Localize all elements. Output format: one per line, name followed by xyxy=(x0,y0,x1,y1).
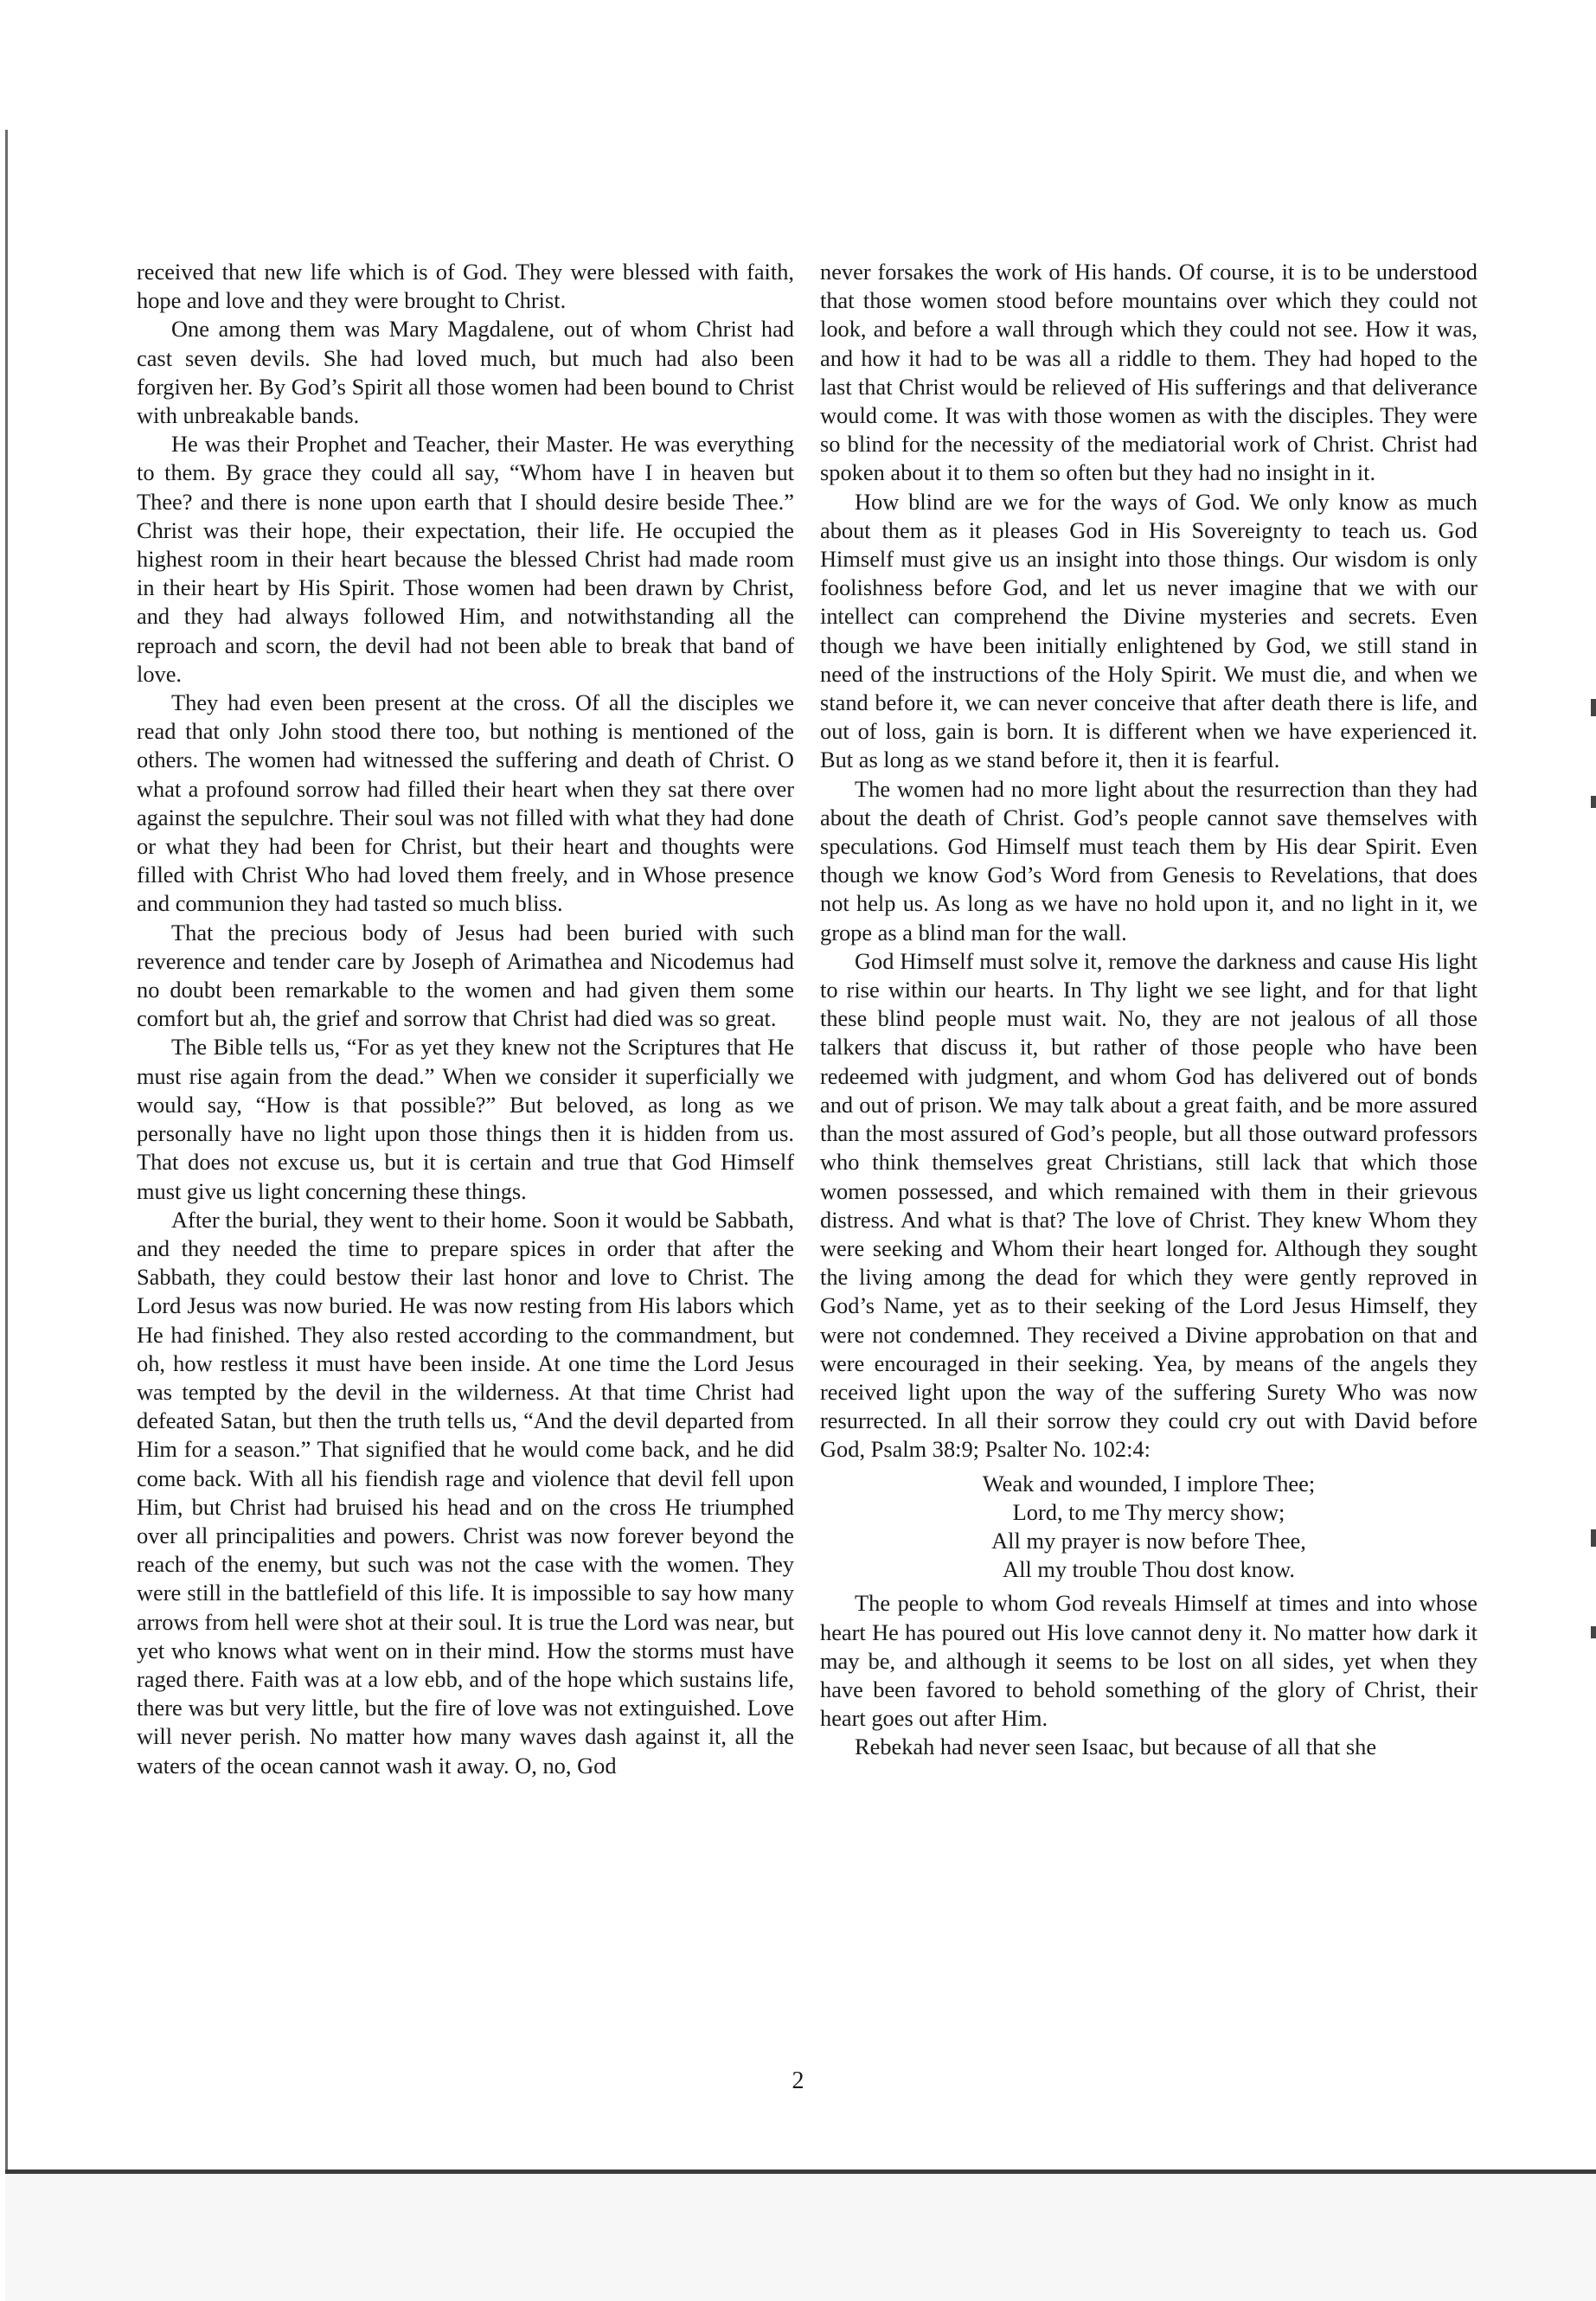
paragraph: After the burial, they went to their home. Soon it would be Sabbath, and they needed the time to prepare spices in order that after the Sabbath, they could bestow their last honor and love to Christ. The Lord Jesus was now buried. He was now resting from His labors which He had finished. They also rested according to the commandment, but oh, how restless it must have been inside. At one time the Lord Jesus was tempted by the devil in the wilderness. At that time Christ had defeated Satan, but then the truth tells us, “And the devil departed from Him for a season.” That signified that he would come back, and he did come back. With all his fiendish rage and violence that devil fell upon Him, but Christ had bruised his head and on the cross He triumphed over all principalities and powers. Christ was now forever beyond the reach of the enemy, but such was not the case with the women. They were still in the battlefield of this life. It is impossible to say how many arrows from hell were shot at their soul. It is true the Lord was near, but yet who knows what went on in their mind. How the storms must have raged there. Faith was at a low ebb, and of the hope which sustains life, there was but very little, but the fire of love was not extinguished. Love will never perish. No matter how many waves dash against it, all the waters of the ocean cannot wash it away. O, no, God xyxy=(137,1206,794,1779)
verse-line: Lord, to me Thy mercy show; xyxy=(1012,1498,1285,1525)
paragraph: The people to whom God reveals Himself at times and into whose heart He has poured out His love cannot deny it. No matter how dark it may be, and although it seems to be lost on all sides, yet when they have been favored to behold something of the glory of Christ, their heart goes out after Him. xyxy=(820,1590,1477,1732)
scan-edge-mark xyxy=(1591,1529,1596,1547)
paragraph: That the precious body of Jesus had been buried with such reverence and tender care by Joseph of Arimathea and Nicodemus had no doubt been remarkable to the women and had given them some comfort but ah, the grief and sorrow that Christ had died was so great. xyxy=(137,919,794,1032)
verse-line: Weak and wounded, I implore Thee; xyxy=(982,1470,1316,1497)
scan-bottom-margin xyxy=(5,2174,1596,2301)
page-number: 2 xyxy=(792,2067,804,2094)
paragraph: One among them was Mary Magdalene, out of whom Christ had cast seven devils. She had loved much, but much had also been forgiven her. By God’s Spirit all those women had been bound to Christ with unbreakable bands. xyxy=(137,316,794,429)
left-column xyxy=(137,258,794,1780)
paragraph: He was their Prophet and Teacher, their Master. He was everything to them. By grace they could all say, “Whom have I in heaven but Thee? and there is none upon earth that I should desire beside Thee.” Christ was their hope, their expectation, their life. He occupied the highest room in their heart because the blessed Christ had made room in their heart by His Spirit. Those women had been drawn by Christ, and they had always followed Him, and notwithstanding all the reproach and scorn, the devil had not been able to break that band of love. xyxy=(137,431,794,687)
paragraph: God Himself must solve it, remove the darkness and cause His light to rise within our hearts. In Thy light we see light, and for that light these blind people must wait. No, they are not jealous of all those talkers that discuss it, but rather of those people who have been redeemed with judgment, and whom God has delivered out of bonds and out of prison. We may talk about a great faith, and be more assured than the most assured of God’s people, but all those outward professors who think themselves great Christians, still lack that which those women possessed, and which remained with them in their grievous distress. And what is that? The love of Christ. They knew Whom they were seeking and Whom their heart longed for. Although they sought the living among the dead for which they were gently reproved in God’s Name, yet as to their seeking of the Lord Jesus Himself, they were not condemned. They received a Divine approbation on that and were encouraged in their seeking. Yea, by means of the angels they received light upon the way of the suffering Surety Who was now resurrected. In all their sorrow they could cry out with David before God, Psalm 38:9; Psalter No. 102:4: xyxy=(820,947,1477,1463)
paragraph: The Bible tells us, “For as yet they knew not the Scriptures that He must rise again from the dead.” When we consider it superficially we would say, “How is that possible?” But beloved, as long as we personally have no light upon those things then it is hidden from us. That does not excuse us, but it is certain and true that God Himself must give us light concerning these things. xyxy=(137,1034,794,1204)
verse-line: All my prayer is now before Thee, xyxy=(991,1527,1306,1554)
paragraph: received that new life which is of God. They were blessed with faith, hope and love and they were brought to Christ. xyxy=(137,259,794,314)
paragraph: They had even been present at the cross. Of all the disciples we read that only John stood there too, but nothing is mentioned of the others. The women had witnessed the suffering and death of Christ. O what a profound sorrow had filled their heart when they sat there over against the sepulchre. Their soul was not filled with what they had done or what they had been for Christ, but their heart and thoughts were filled with Christ Who had loved them freely, and in Whose presence and communion they had tasted so much bliss. xyxy=(137,689,794,917)
right-column xyxy=(820,258,1477,1762)
scan-edge-mark xyxy=(1591,699,1596,716)
psalter-verse xyxy=(820,1470,1477,1585)
paragraph: How blind are we for the ways of God. We only know as much about them as it pleases God in His Sovereignty to teach us. God Himself must give us an insight into those things. Our wisdom is only foolishness before God, and let us never imagine that we with our intellect can comprehend the Divine mysteries and secrets. Even though we have been initially enlightened by God, we still stand in need of the instructions of the Holy Spirit. We must die, and when we stand before it, we can never conceive that after death there is life, and out of loss, gain is born. It is different when we have experienced it. But as long as we stand before it, then it is fearful. xyxy=(820,488,1477,773)
scan-edge-mark xyxy=(1591,1626,1596,1638)
paragraph: Rebekah had never seen Isaac, but because of all that she xyxy=(855,1734,1377,1760)
verse-line: All my trouble Thou dost know. xyxy=(1003,1556,1295,1583)
scan-left-edge xyxy=(5,130,8,2171)
paragraph: The women had no more light about the resurrection than they had about the death of Christ. God’s people cannot save themselves with speculations. God Himself must teach them by His dear Spirit. Even though we know God’s Word from Genesis to Revelations, that does not help us. As long as we have no hold upon it, and no light in it, we grope as a blind man for the wall. xyxy=(820,775,1477,945)
scan-edge-mark xyxy=(1591,796,1596,808)
paragraph: never forsakes the work of His hands. Of course, it is to be understood that those women stood before mountains over which they could not look, and before a wall through which they could not see. How it was, and how it had to be was all a riddle to them. They had hoped to the last that Christ would be relieved of His sufferings and that deliverance would come. It was with those women as with the disciples. They were so blind for the necessity of the mediatorial work of Christ. Christ had spoken about it to them so often but they had no insight in it. xyxy=(820,259,1477,486)
